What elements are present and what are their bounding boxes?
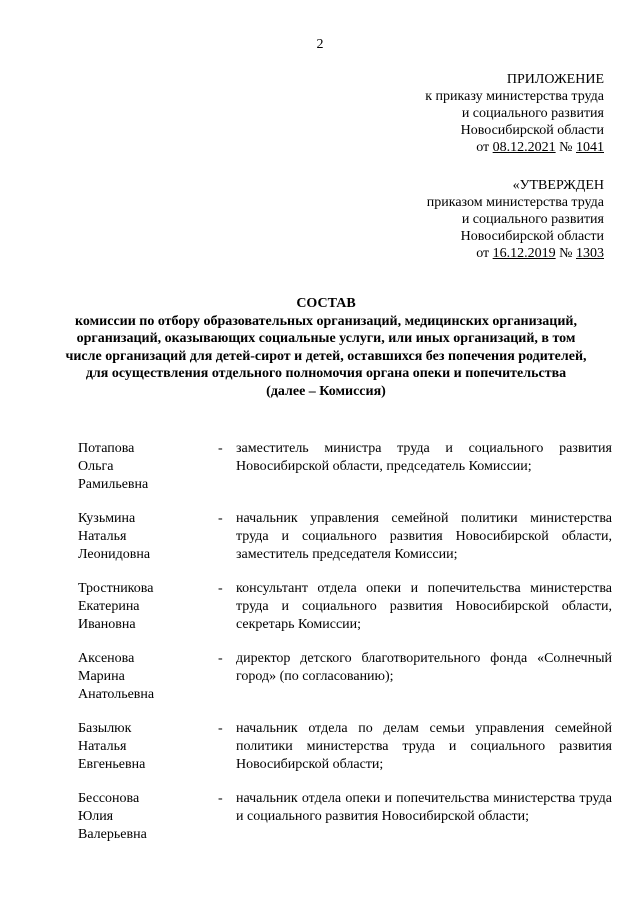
- approved-line2: и социального развития: [461, 212, 604, 227]
- approved-line3: Новосибирской области: [460, 229, 604, 244]
- document-subtitle: комиссии по отбору образовательных организаций, медицинских организаций, организаций, оказывающих социальные услуги, или иных организаций, в том числе организаций для детей-сирот и детей, оставшихся без попечения родителей, для осуществления отдельного полномочия органа опеки и попечительства: [65, 313, 587, 381]
- member-first-name: Екатерина: [78, 599, 140, 614]
- member-name: [78, 580, 218, 634]
- member-first-name: Юлия: [78, 809, 114, 824]
- approved-heading: «УТВЕРЖДЕН: [512, 178, 604, 193]
- member-name: [78, 650, 218, 704]
- member-role: начальник отдела опеки и попечительства министерства труда и социального развития Новосибирской области;: [236, 791, 612, 824]
- approved-line1: приказом министерства труда: [426, 195, 604, 210]
- member-dash: -: [218, 791, 223, 806]
- appendix-line2: и социального развития: [461, 106, 604, 121]
- approved-number: 1303: [576, 246, 604, 261]
- document-title: СОСТАВ: [296, 296, 356, 311]
- member-dash: -: [218, 651, 223, 666]
- approved-date-line: [427, 245, 604, 262]
- member-role: директор детского благотворительного фонда «Солнечный город» (по согласованию);: [236, 651, 612, 684]
- appendix-date-line: [425, 139, 604, 156]
- appendix-line1: к приказу министерства труда: [425, 89, 604, 104]
- member-patronymic: Евгеньевна: [78, 757, 146, 772]
- member-patronymic: Леонидовна: [78, 547, 151, 562]
- member-row: [78, 650, 612, 704]
- member-first-name: Наталья: [78, 739, 127, 754]
- members-list: [78, 440, 612, 860]
- member-name: [78, 510, 218, 564]
- page-number: 2: [316, 37, 324, 52]
- member-surname: Потапова: [78, 441, 135, 456]
- member-role: начальник отдела по делам семьи управления семейной политики министерства труда и социального развития Новосибирской области;: [236, 721, 612, 772]
- member-first-name: Наталья: [78, 529, 127, 544]
- member-row: [78, 790, 612, 844]
- member-row: [78, 580, 612, 634]
- member-patronymic: Ивановна: [78, 617, 136, 632]
- appendix-date: 08.12.2021: [492, 140, 556, 155]
- approved-date-prefix: от: [476, 246, 490, 261]
- document-title-note: (далее – Комиссия): [266, 383, 386, 399]
- member-row: [78, 440, 612, 494]
- member-row: [78, 510, 612, 564]
- approved-number-prefix: №: [559, 246, 573, 261]
- member-patronymic: Анатольевна: [78, 687, 155, 702]
- approved-date: 16.12.2019: [492, 246, 556, 261]
- member-first-name: Марина: [78, 669, 125, 684]
- member-surname: Аксенова: [78, 651, 135, 666]
- appendix-date-prefix: от: [476, 140, 490, 155]
- appendix-block: [425, 71, 604, 156]
- document-title-block: [60, 295, 592, 400]
- member-dash: -: [218, 721, 223, 736]
- member-role: заместитель министра труда и социального развития Новосибирской области, председатель Комиссии;: [236, 441, 612, 474]
- member-dash: -: [218, 511, 223, 526]
- member-patronymic: Рамильевна: [78, 477, 149, 492]
- member-surname: Кузьмина: [78, 511, 136, 526]
- member-surname: Базылюк: [78, 721, 132, 736]
- member-surname: Тростникова: [78, 581, 154, 596]
- appendix-heading: ПРИЛОЖЕНИЕ: [506, 72, 604, 87]
- member-row: [78, 720, 612, 774]
- member-first-name: Ольга: [78, 459, 114, 474]
- member-dash: -: [218, 441, 223, 456]
- member-surname: Бессонова: [78, 791, 140, 806]
- member-dash: -: [218, 581, 223, 596]
- member-role: консультант отдела опеки и попечительства министерства труда и социального развития Новосибирской области, секретарь Комиссии;: [236, 581, 612, 632]
- member-name: [78, 440, 218, 494]
- member-name: [78, 720, 218, 774]
- member-name: [78, 790, 218, 844]
- member-role: начальник управления семейной политики министерства труда и социального развития Новосибирской области, заместитель председателя Комиссии;: [236, 511, 612, 562]
- appendix-line3: Новосибирской области: [460, 123, 604, 138]
- appendix-number-prefix: №: [559, 140, 573, 155]
- approved-block: [427, 177, 604, 262]
- member-patronymic: Валерьевна: [78, 827, 147, 842]
- appendix-number: 1041: [576, 140, 604, 155]
